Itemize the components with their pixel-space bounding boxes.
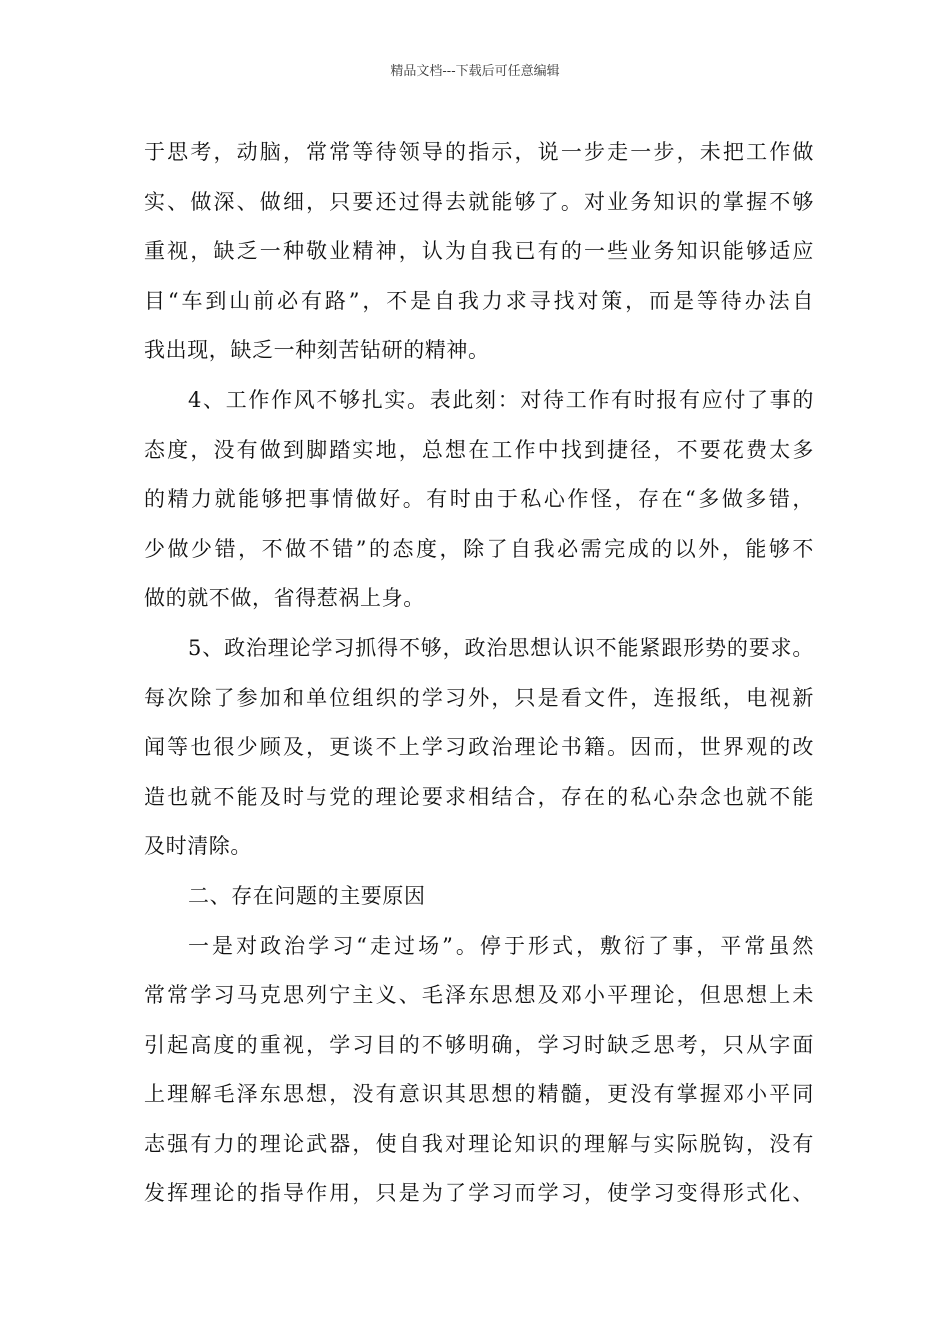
text-line: 实、做深、做细，只要还过得去就能够了。对业务知识的掌握不够 (144, 189, 814, 214)
document-body (144, 128, 814, 1219)
text-line: 少做少错，不做不错”的态度，除了自我必需完成的以外，能够不 (144, 536, 814, 561)
text-line: 闻等也很少顾及，更谈不上学习政治理论书籍。因而，世界观的改 (144, 735, 814, 760)
paragraph-4-start: 4、工作作风不够扎实。表此刻：对待工作有时报有应付了事的 (188, 387, 814, 412)
text-line: 的精力就能够把事情做好。有时由于私心作怪，存在“多做多错， (144, 487, 814, 512)
text-line: 发挥理论的指导作用，只是为了学习而学习，使学习变得形式化、 (144, 1181, 814, 1206)
section-heading: 二、存在问题的主要原因 (188, 883, 426, 908)
page-header: 精品文档---下载后可任意编辑 (390, 64, 560, 79)
text-line: 做的就不做，省得惹祸上身。 (144, 586, 425, 611)
text-line: 引起高度的重视，学习目的不够明确，学习时缺乏思考，只从字面 (144, 1032, 814, 1057)
paragraph-5-start: 5、政治理论学习抓得不够，政治思想认识不能紧跟形势的要求。 (188, 635, 814, 660)
text-line: 常常学习马克思列宁主义、毛泽东思想及邓小平理论，但思想上未 (144, 983, 814, 1008)
paragraph-reason-1-start: 一是对政治学习“走过场”。停于形式，敷衍了事，平常虽然 (188, 933, 814, 958)
text-line: 及时清除。 (144, 834, 252, 859)
text-line: 上理解毛泽东思想，没有意识其思想的精髓，更没有掌握邓小平同 (144, 1082, 814, 1107)
text-line: 重视，缺乏一种敬业精神，认为自我已有的一些业务知识能够适应 (144, 239, 814, 264)
text-line: 于思考，动脑，常常等待领导的指示，说一步走一步，未把工作做 (144, 140, 814, 164)
text-line: 志强有力的理论武器，使自我对理论知识的理解与实际脱钩，没有 (144, 1131, 814, 1156)
text-line: 态度，没有做到脚踏实地，总想在工作中找到捷径，不要花费太多 (144, 437, 814, 462)
text-line: 造也就不能及时与党的理论要求相结合，存在的私心杂念也就不能 (144, 784, 814, 809)
text-line: 我出现，缺乏一种刻苦钻研的精神。 (144, 338, 490, 363)
text-line: 每次除了参加和单位组织的学习外，只是看文件，连报纸，电视新 (144, 685, 814, 710)
text-line: 目“车到山前必有路”，不是自我力求寻找对策，而是等待办法自 (144, 288, 814, 313)
